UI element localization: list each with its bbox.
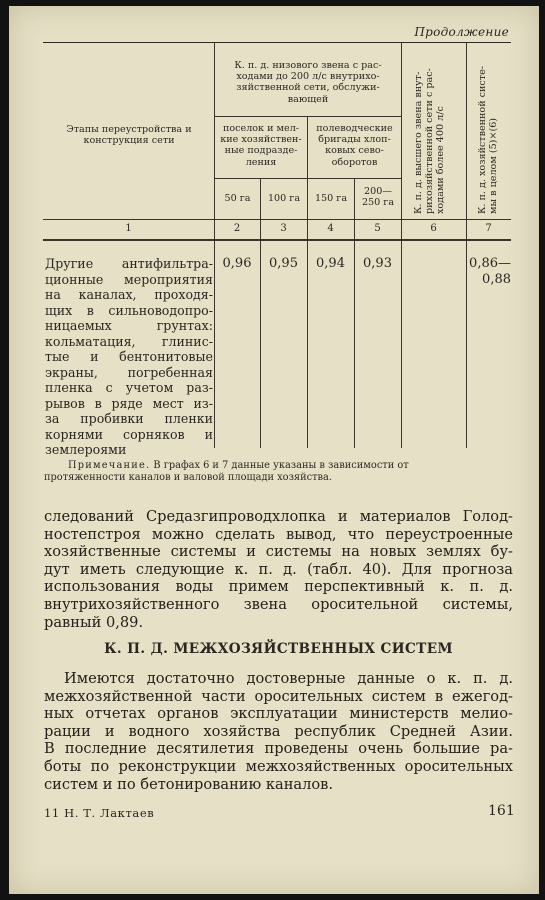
value-100-ha: 0,95 bbox=[269, 256, 298, 271]
col-number-1: 1 bbox=[125, 223, 132, 234]
high-level-column-header: К. п. д. высшего звена внут- рихозяйственной сети с рас- ходами более 400 л/с bbox=[413, 68, 447, 214]
col-number-7: 7 bbox=[485, 223, 492, 234]
area-200-250-header: 200— 250 га bbox=[361, 186, 395, 209]
note-text: В графах 6 и 7 данные указаны в зависимости от bbox=[150, 460, 409, 471]
low-level-group-header: К. п. д. низового звена с рас- ходами до 200 л/с внутрихо- зяйственной сети, обслужи- вающей bbox=[234, 60, 382, 105]
note-label: Примечание. bbox=[68, 460, 151, 471]
col-number-4: 4 bbox=[327, 223, 334, 234]
area-100-header: 100 га bbox=[267, 193, 301, 204]
table-col-divider bbox=[466, 42, 467, 448]
note-text-cont: протяженности каналов и валовой площади хозяйства. bbox=[44, 472, 333, 483]
table-row-divider bbox=[43, 219, 511, 220]
table-col-divider bbox=[401, 42, 402, 448]
value-total: 0,86— 0,88 bbox=[469, 256, 511, 287]
body-paragraph-1: следований Средазгипроводхлопка и материалов Голод- ностепстроя можно сделать вывод, что переустроенные хозяйственные системы и системы на новых землях бу- дут иметь следующие к. п. д. (табл. 40). Для прогноза использования воды примем перспективный к. п. д. внутрихозяйственного звена оросительной системы, равный 0,89. bbox=[44, 508, 513, 631]
page-number: 161 bbox=[488, 803, 515, 819]
table-note bbox=[44, 460, 513, 484]
footer-signature: 11 Н. Т. Лактаев bbox=[44, 806, 155, 820]
table-row-divider bbox=[214, 116, 401, 117]
stage-column-header: Этапы переустройства и конструкция сети bbox=[66, 124, 192, 147]
col-number-3: 3 bbox=[280, 223, 287, 234]
settlements-subheader: поселок и мел- кие хозяйствен- ные подразде- ления bbox=[220, 123, 302, 168]
table-col-divider bbox=[307, 116, 308, 448]
table-row-divider bbox=[214, 178, 401, 179]
table-top-rule bbox=[43, 42, 511, 43]
table-col-divider bbox=[214, 42, 215, 448]
brigades-subheader: полеводческие бригады хлоп- ковых сево- оборотов bbox=[316, 123, 393, 168]
table-header-bottom-rule bbox=[43, 239, 511, 241]
col-number-6: 6 bbox=[430, 223, 437, 234]
stage-description: Другие антифильтра- ционные мероприятия на каналах, проходя- щих в сильноводопро- ницаемых грунтах: кольматация, глинис- тые и бентонитовые экраны, погребенная пленка с учетом раз- рывов в ряде мест из- за пробивки пленки корнями сорняков и землероями bbox=[45, 256, 213, 457]
col-number-5: 5 bbox=[374, 223, 381, 234]
col-number-2: 2 bbox=[233, 223, 241, 234]
body-paragraph-2: Имеются достаточно достоверные данные о к. п. д. межхозяйственной части оросительных систем в ежегод- ных отчетах органов эксплуатации министерств мелио- рации и водного хозяйства республик Средней Азии. В последние десятилетия проведены очень большие ра- боты по реконструкции межхозяйственных оросительных систем и по бетонированию каналов. bbox=[44, 670, 513, 793]
value-200-250-ha: 0,93 bbox=[363, 256, 392, 271]
continued-label: Продолжение bbox=[414, 25, 509, 39]
value-50-ha: 0,96 bbox=[222, 256, 252, 271]
value-150-ha: 0,94 bbox=[316, 256, 345, 271]
area-50-header: 50 га bbox=[224, 193, 251, 204]
area-150-header: 150 га bbox=[314, 193, 348, 204]
total-efficiency-column-header: К. п. д. хозяйственной систе- мы в целом (5)×(6) bbox=[477, 65, 500, 214]
section-heading: К. П. Д. МЕЖХОЗЯЙСТВЕННЫХ СИСТЕМ bbox=[104, 641, 453, 657]
